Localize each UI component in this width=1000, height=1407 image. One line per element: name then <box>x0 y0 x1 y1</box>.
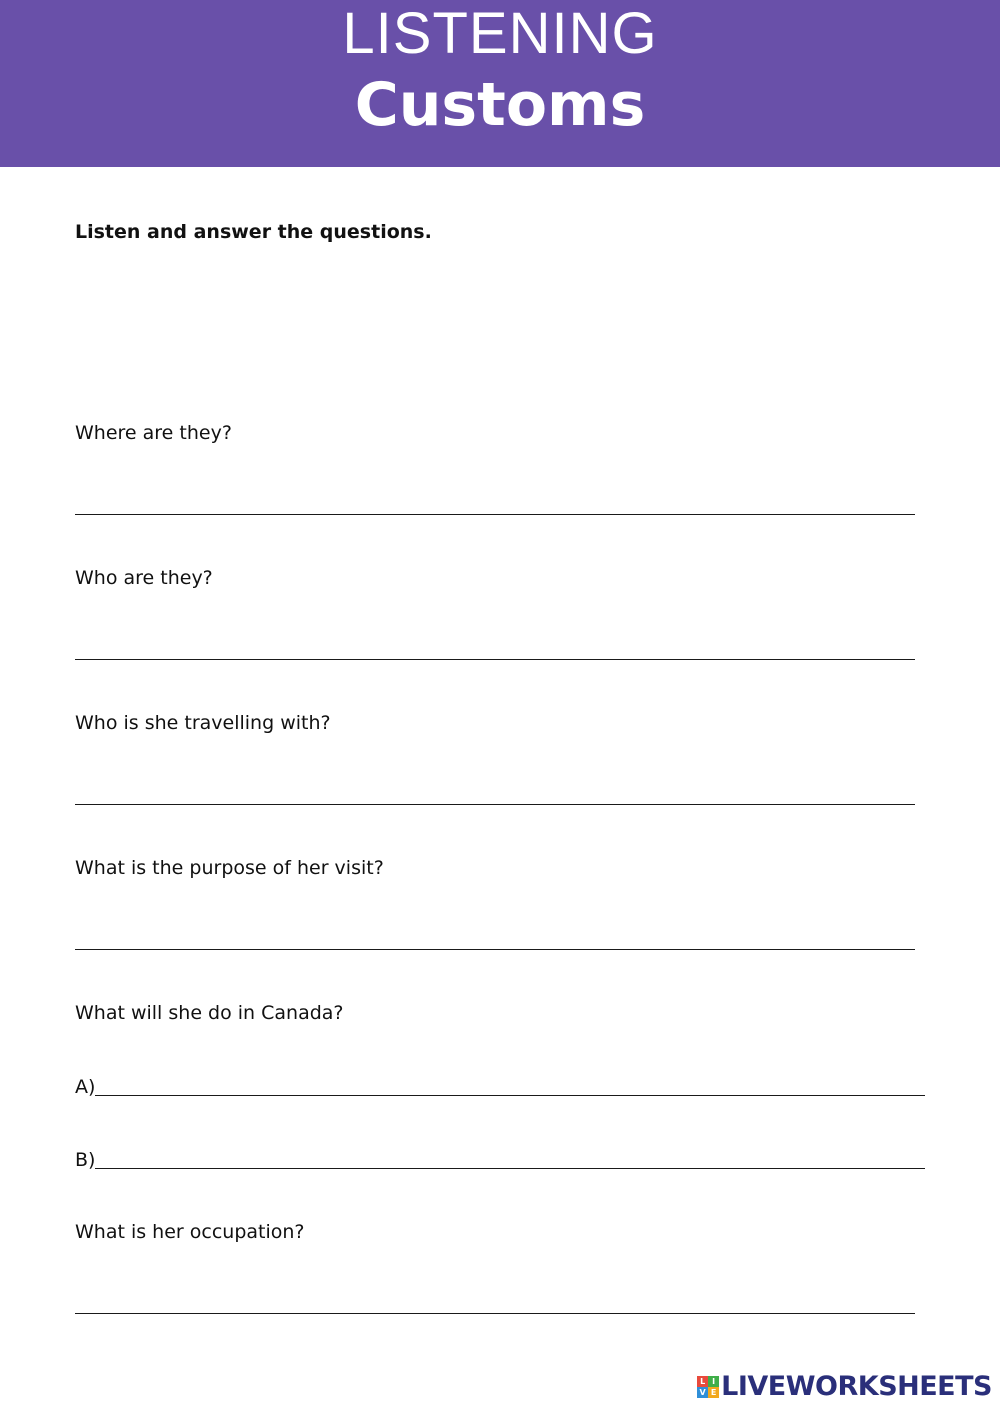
logo-letter-e: E <box>708 1387 719 1398</box>
logo-letter-l: L <box>697 1376 708 1387</box>
logo-letter-v: V <box>697 1387 708 1398</box>
option-line-b[interactable] <box>95 1168 925 1169</box>
worksheet-title: Customs <box>354 70 646 140</box>
option-label-a: A) <box>75 1076 96 1098</box>
logo-wordmark: LIVEWORKSHEETS <box>721 1371 992 1402</box>
question-3: Who is she travelling with? <box>75 712 331 734</box>
logo-letter-i: I <box>708 1376 719 1387</box>
answer-line-1[interactable] <box>75 514 915 515</box>
option-line-a[interactable] <box>95 1095 925 1096</box>
answer-line-5b[interactable] <box>75 1148 925 1172</box>
answer-line-5a[interactable] <box>75 1075 925 1099</box>
option-label-b: B) <box>75 1149 96 1171</box>
question-5: What will she do in Canada? <box>75 1002 344 1024</box>
answer-line-3[interactable] <box>75 804 915 805</box>
section-label: LISTENING <box>342 1 658 66</box>
logo-mark-icon <box>697 1376 719 1398</box>
question-1: Where are they? <box>75 422 232 444</box>
answer-line-2[interactable] <box>75 659 915 660</box>
question-4: What is the purpose of her visit? <box>75 857 384 879</box>
instructions: Listen and answer the questions. <box>75 221 432 243</box>
title-banner <box>0 0 1000 167</box>
answer-line-4[interactable] <box>75 949 915 950</box>
answer-line-6[interactable] <box>75 1313 915 1314</box>
question-6: What is her occupation? <box>75 1221 305 1243</box>
question-2: Who are they? <box>75 567 213 589</box>
liveworksheets-logo <box>697 1372 992 1402</box>
